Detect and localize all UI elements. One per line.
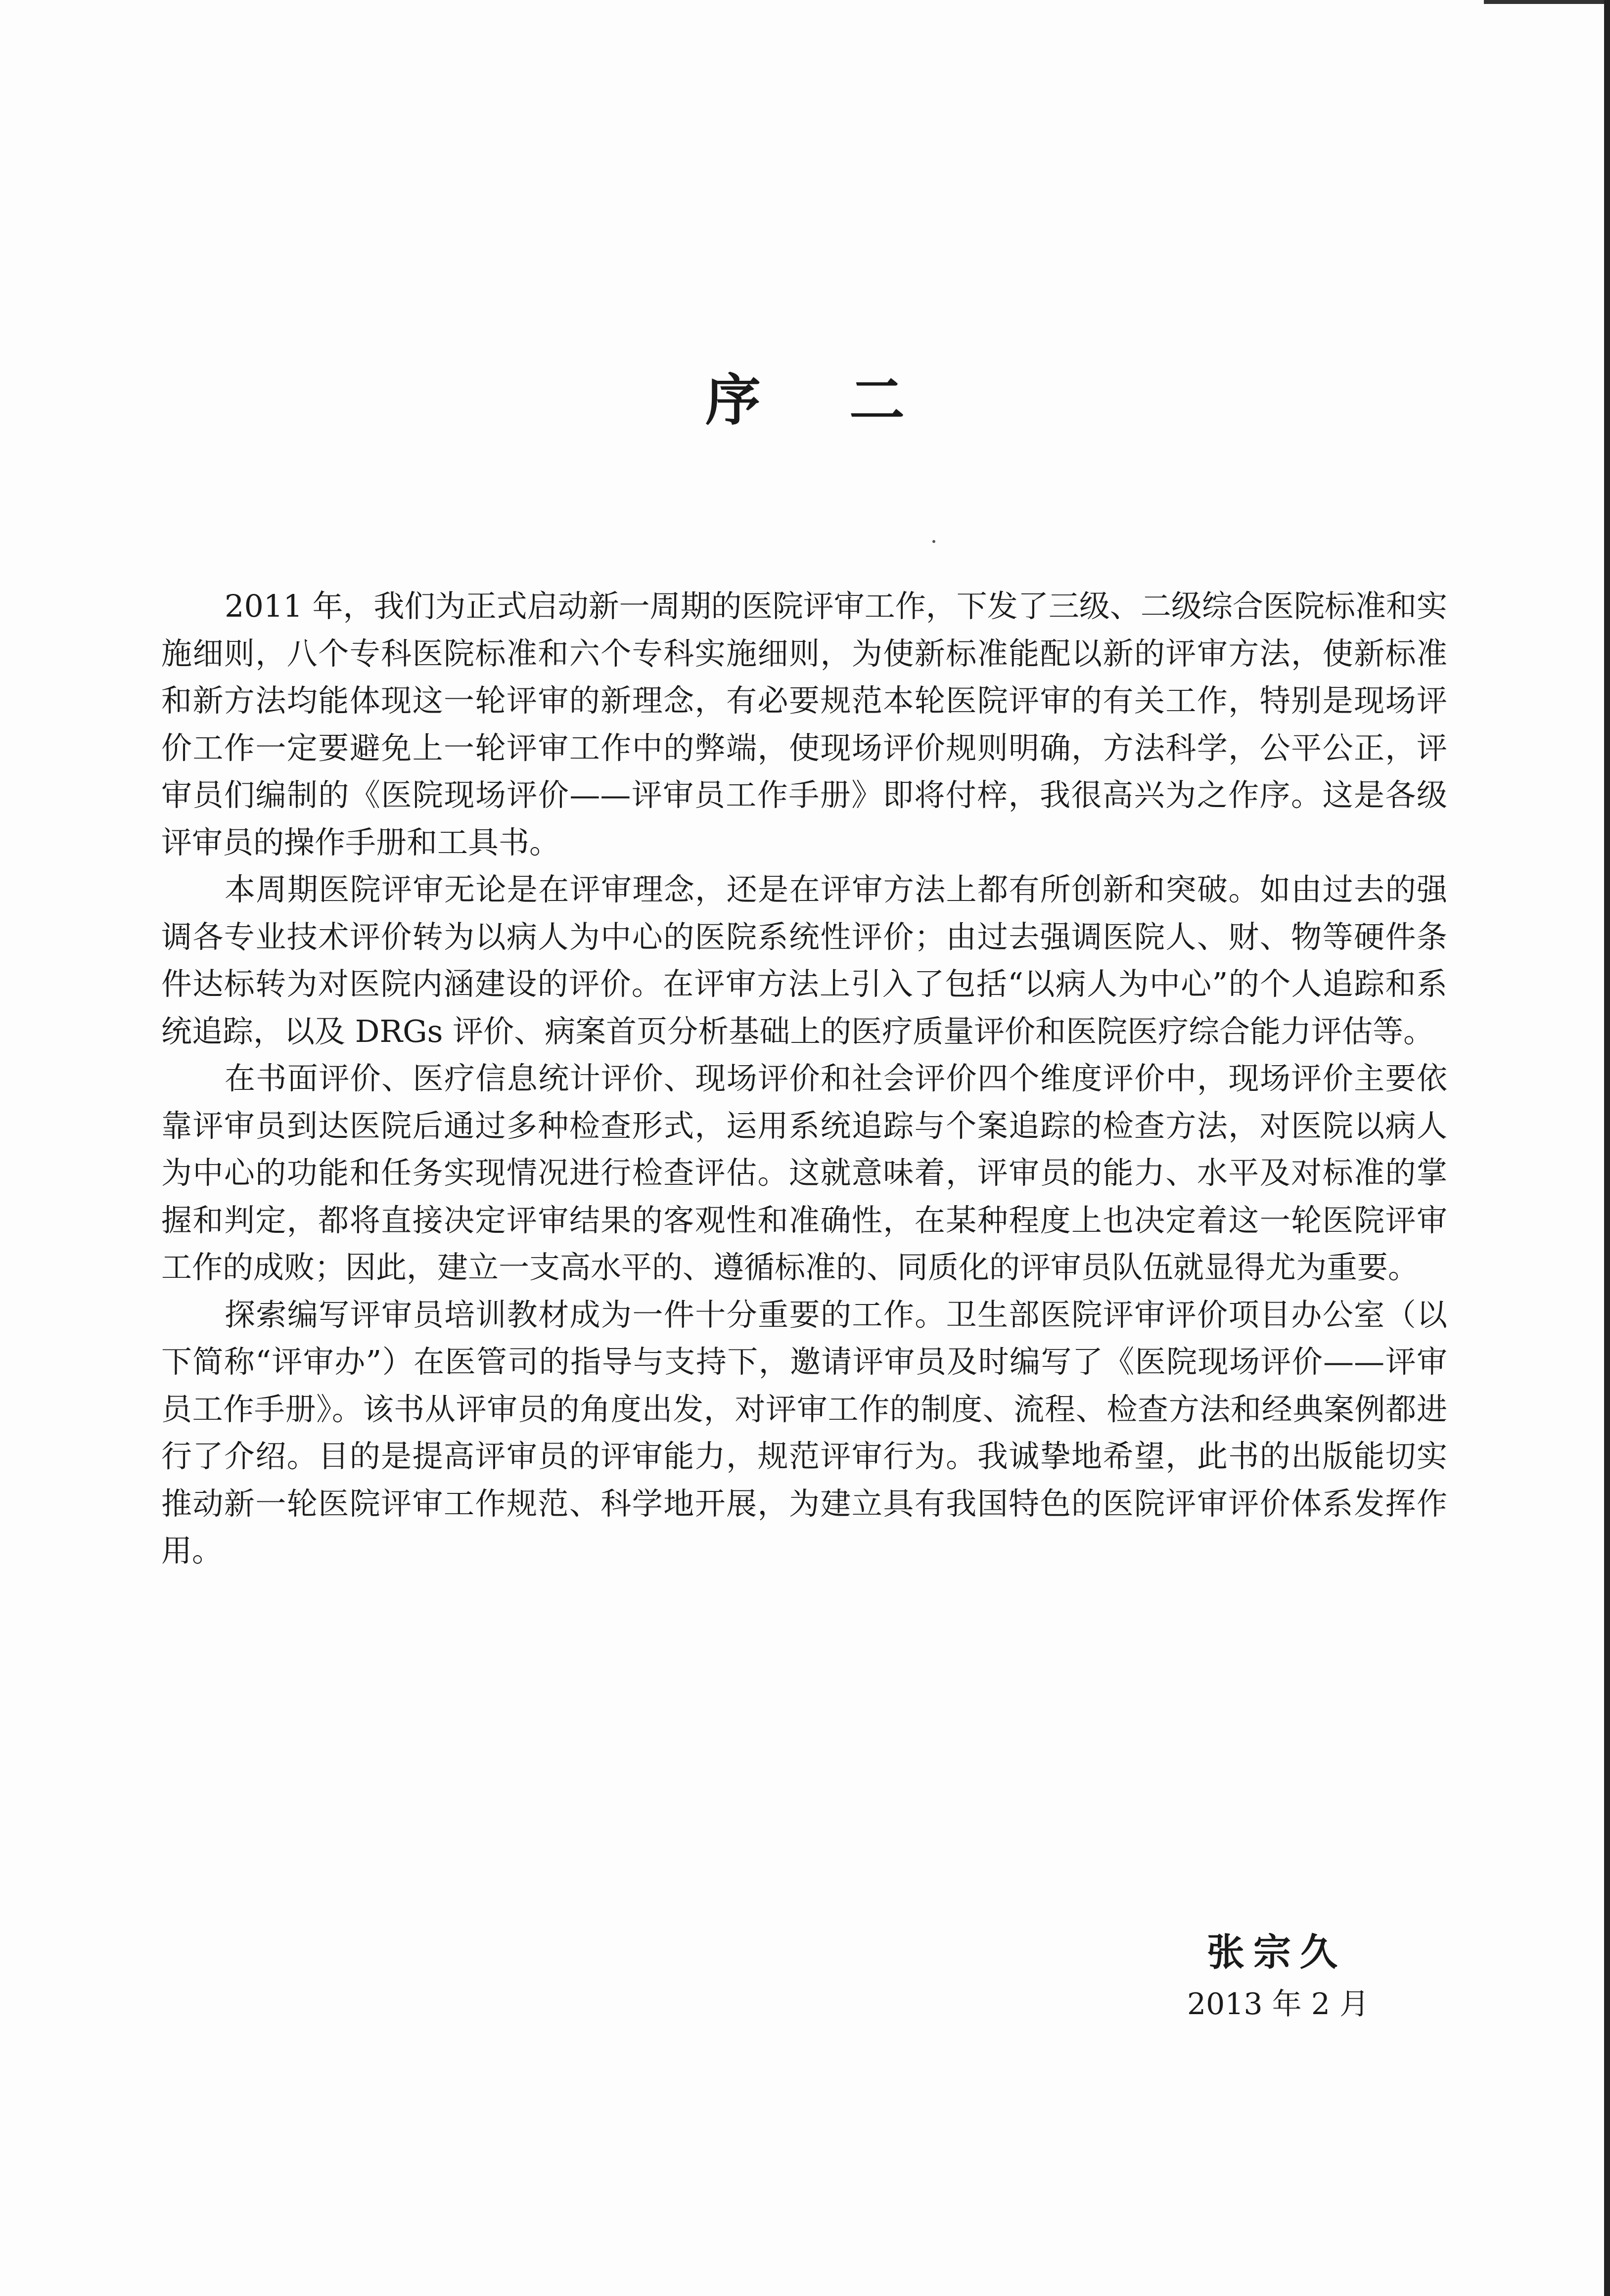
page-title: 序 二 xyxy=(705,368,939,433)
paragraph-3: 在书面评价、医疗信息统计评价、现场评价和社会评价四个维度评价中，现场评价主要依靠评审员到达医院后通过多种检查形式，运用系统追踪与个案追踪的检查方法，对医院以病人为中心的功能和任务实现情况进行检查评估。这就意味着，评审员的能力、水平及对标准的掌握和判定，都将直接决定评审结果的客观性和准确性，在某种程度上也决定着这一轮医院评审工作的成败；因此，建立一支高水平的、遵循标准的、同质化的评审员队伍就显得尤为重要。 xyxy=(161,1060,1447,1285)
preface-body xyxy=(161,583,1447,1575)
signature-date: 2013 年 2 月 xyxy=(1187,1987,1370,2022)
paragraph-1: 2011 年，我们为正式启动新一周期的医院评审工作，下发了三级、二级综合医院标准和实施细则，八个专科医院标准和六个专科实施细则，为使新标准能配以新的评审方法，使新标准和新方法均能体现这一轮评审的新理念，有必要规范本轮医院评审的有关工作，特别是现场评价工作一定要避免上一轮评审工作中的弊端，使现场评价规则明确，方法科学，公平公正，评审员们编制的《医院现场评价——评审员工作手册》即将付梓，我很高兴为之作序。这是各级评审员的操作手册和工具书。 xyxy=(161,588,1447,860)
scan-speck xyxy=(932,540,935,543)
paragraph-2: 本周期医院评审无论是在评审理念，还是在评审方法上都有所创新和突破。如由过去的强调各专业技术评价转为以病人为中心的医院系统性评价；由过去强调医院人、财、物等硬件条件达标转为对医院内涵建设的评价。在评审方法上引入了包括“以病人为中心”的个人追踪和系统追踪，以及 DRGs 评价、病案首页分析基础上的医疗质量评价和医院医疗综合能力评估等。 xyxy=(161,871,1447,1049)
scan-border-right xyxy=(1604,0,1610,2296)
paragraph-4: 探索编写评审员培训教材成为一件十分重要的工作。卫生部医院评审评价项目办公室（以下简称“评审办”）在医管司的指导与支持下，邀请评审员及时编写了《医院现场评价——评审员工作手册》。该书从评审员的角度出发，对评审工作的制度、流程、检查方法和经典案例都进行了介绍。目的是提高评审员的评审能力，规范评审行为。我诚挚地希望，此书的出版能切实推动新一轮医院评审工作规范、科学地开展，为建立具有我国特色的医院评审评价体系发挥作用。 xyxy=(161,1296,1447,1569)
scan-border-top xyxy=(1484,0,1610,4)
signature-author: 张宗久 xyxy=(1207,1930,1346,1974)
